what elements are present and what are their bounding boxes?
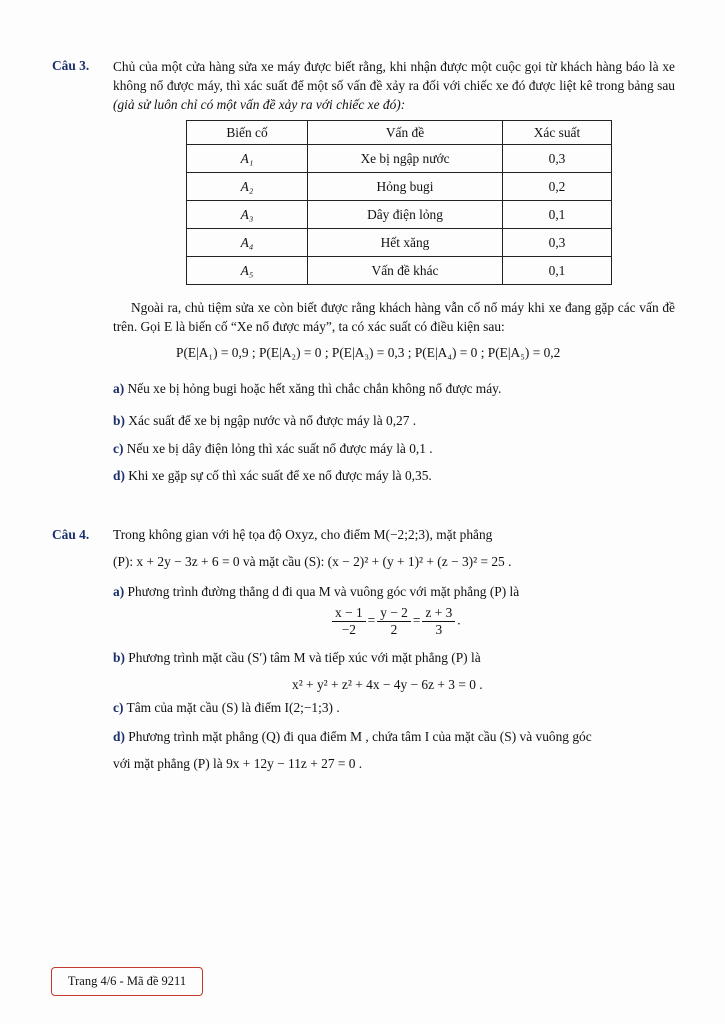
prob-cell: 0,3 xyxy=(503,145,612,173)
q4-option-c xyxy=(113,700,340,716)
fraction-numerator: x − 1 xyxy=(332,605,366,622)
q4-intro-line1: Trong không gian với hệ tọa độ Oxyz, cho điểm M(−2;2;3), mặt phẳng xyxy=(113,527,493,542)
q4-option-d-line2: với mặt phẳng (P) là 9x + 12y − 11z + 27 = 0 . xyxy=(113,756,363,771)
table-row xyxy=(187,201,612,229)
page-footer: Trang 4/6 - Mã đề 9211 xyxy=(51,967,203,996)
fraction-z xyxy=(422,605,455,638)
fraction-y xyxy=(377,605,411,638)
option-key: b) xyxy=(113,650,125,665)
option-text: Tâm của mặt cầu (S) là điểm I(2;−1;3) . xyxy=(126,700,340,715)
q3-option-d xyxy=(113,468,432,484)
issue-cell: Dây điện lỏng xyxy=(308,201,503,229)
option-text: Phương trình mặt phẳng (Q) đi qua điểm M , chứa tâm I của mặt cầu (S) và vuông góc xyxy=(128,729,592,744)
option-key: c) xyxy=(113,441,124,456)
event-cell: A₁ xyxy=(187,145,308,173)
q4-option-b xyxy=(113,650,481,666)
q4-option-a xyxy=(113,584,519,600)
fraction-numerator: z + 3 xyxy=(422,605,455,622)
option-text: Khi xe gặp sự cố thì xác suất để xe nổ được máy là 0,35. xyxy=(128,468,432,483)
event-cell: A₅ xyxy=(187,257,308,285)
option-text: Nếu xe bị dây điện lỏng thì xác suất nổ được máy là 0,1 . xyxy=(126,441,433,456)
fraction-numerator: y − 2 xyxy=(377,605,411,622)
event-cell: A₂ xyxy=(187,173,308,201)
q3-option-b xyxy=(113,413,416,429)
q3-option-c xyxy=(113,441,433,457)
q4-intro-line2: (P): x + 2y − 3z + 6 = 0 và mặt cầu (S): (x − 2)² + (y + 1)² + (z − 3)² = 25 . xyxy=(113,554,512,569)
option-text: Xác suất để xe bị ngập nước và nổ được máy là 0,27 . xyxy=(128,413,417,428)
q3-label: Câu 3. xyxy=(52,58,90,73)
fraction-denominator: 2 xyxy=(390,622,398,637)
table-header: Xác suất xyxy=(503,121,612,145)
q3-option-a xyxy=(113,381,501,397)
q3-intro xyxy=(113,57,675,114)
fraction-denominator: 3 xyxy=(435,622,443,637)
option-text: Phương trình đường thẳng d đi qua M và vuông góc với mặt phẳng (P) là xyxy=(127,584,520,599)
option-text: Phương trình mặt cầu (S′) tâm M và tiếp xúc với mặt phẳng (P) là xyxy=(128,650,481,665)
q4-label: Câu 4. xyxy=(52,527,90,542)
issue-cell: Hỏng bugi xyxy=(308,173,503,201)
table-row xyxy=(187,257,612,285)
issue-cell: Hết xăng xyxy=(308,229,503,257)
table-header: Vấn đề xyxy=(308,121,503,145)
option-key: d) xyxy=(113,468,125,483)
prob-cell: 0,2 xyxy=(503,173,612,201)
event-cell: A₄ xyxy=(187,229,308,257)
option-key: b) xyxy=(113,413,125,428)
q3-paragraph-2: Ngoài ra, chủ tiệm sửa xe còn biết được rằng khách hàng vẫn cố nổ máy khi xe đang gặp các vấn đề trên. Gọi E là biến cố “Xe nổ được máy”, ta có xác suất có điều kiện sau: xyxy=(113,300,675,334)
table-row xyxy=(187,145,612,173)
option-key: c) xyxy=(113,700,124,715)
event-cell: A₃ xyxy=(187,201,308,229)
prob-cell: 0,1 xyxy=(503,201,612,229)
q3-intro-italic: (giả sử luôn chỉ có một vấn đề xảy ra với chiếc xe đó): xyxy=(113,97,406,112)
conditional-probabilities: P(E|A₁) = 0,9 ; P(E|A₂) = 0 ; P(E|A₃) = 0,3 ; P(E|A₄) = 0 ; P(E|A₅) = 0,2 xyxy=(176,345,561,360)
table-header-row xyxy=(187,121,612,145)
q3-intro-text: Chủ của một cửa hàng sửa xe máy được biết rằng, khi nhận được một cuộc gọi từ khách hàng báo là xe không nổ được máy, thì xác suất để một số vấn đề xảy ra đối với chiếc xe đó được liệt kê trong bảng sau xyxy=(113,59,675,93)
issue-cell: Xe bị ngập nước xyxy=(308,145,503,173)
table-row xyxy=(187,173,612,201)
q4-option-d xyxy=(113,729,592,745)
issue-cell: Vấn đề khác xyxy=(308,257,503,285)
line-equation: $\frac{x - 1}{-2}$ = $\frac{y - 2}{2}$ = $\frac{z + 3}{3}$ . xyxy=(330,605,461,638)
option-key: d) xyxy=(113,729,125,744)
table-row xyxy=(187,229,612,257)
table-header: Biến cố xyxy=(187,121,308,145)
option-key: a) xyxy=(113,381,125,396)
option-key: a) xyxy=(113,584,125,599)
option-text: Nếu xe bị hỏng bugi hoặc hết xăng thì chắc chắn không nổ được máy. xyxy=(127,381,502,396)
probability-table xyxy=(186,120,612,285)
prob-cell: 0,1 xyxy=(503,257,612,285)
fraction-denominator: −2 xyxy=(341,622,356,637)
fraction-x xyxy=(332,605,366,638)
prob-cell: 0,3 xyxy=(503,229,612,257)
sphere-equation: x² + y² + z² + 4x − 4y − 6z + 3 = 0 . xyxy=(292,677,483,692)
